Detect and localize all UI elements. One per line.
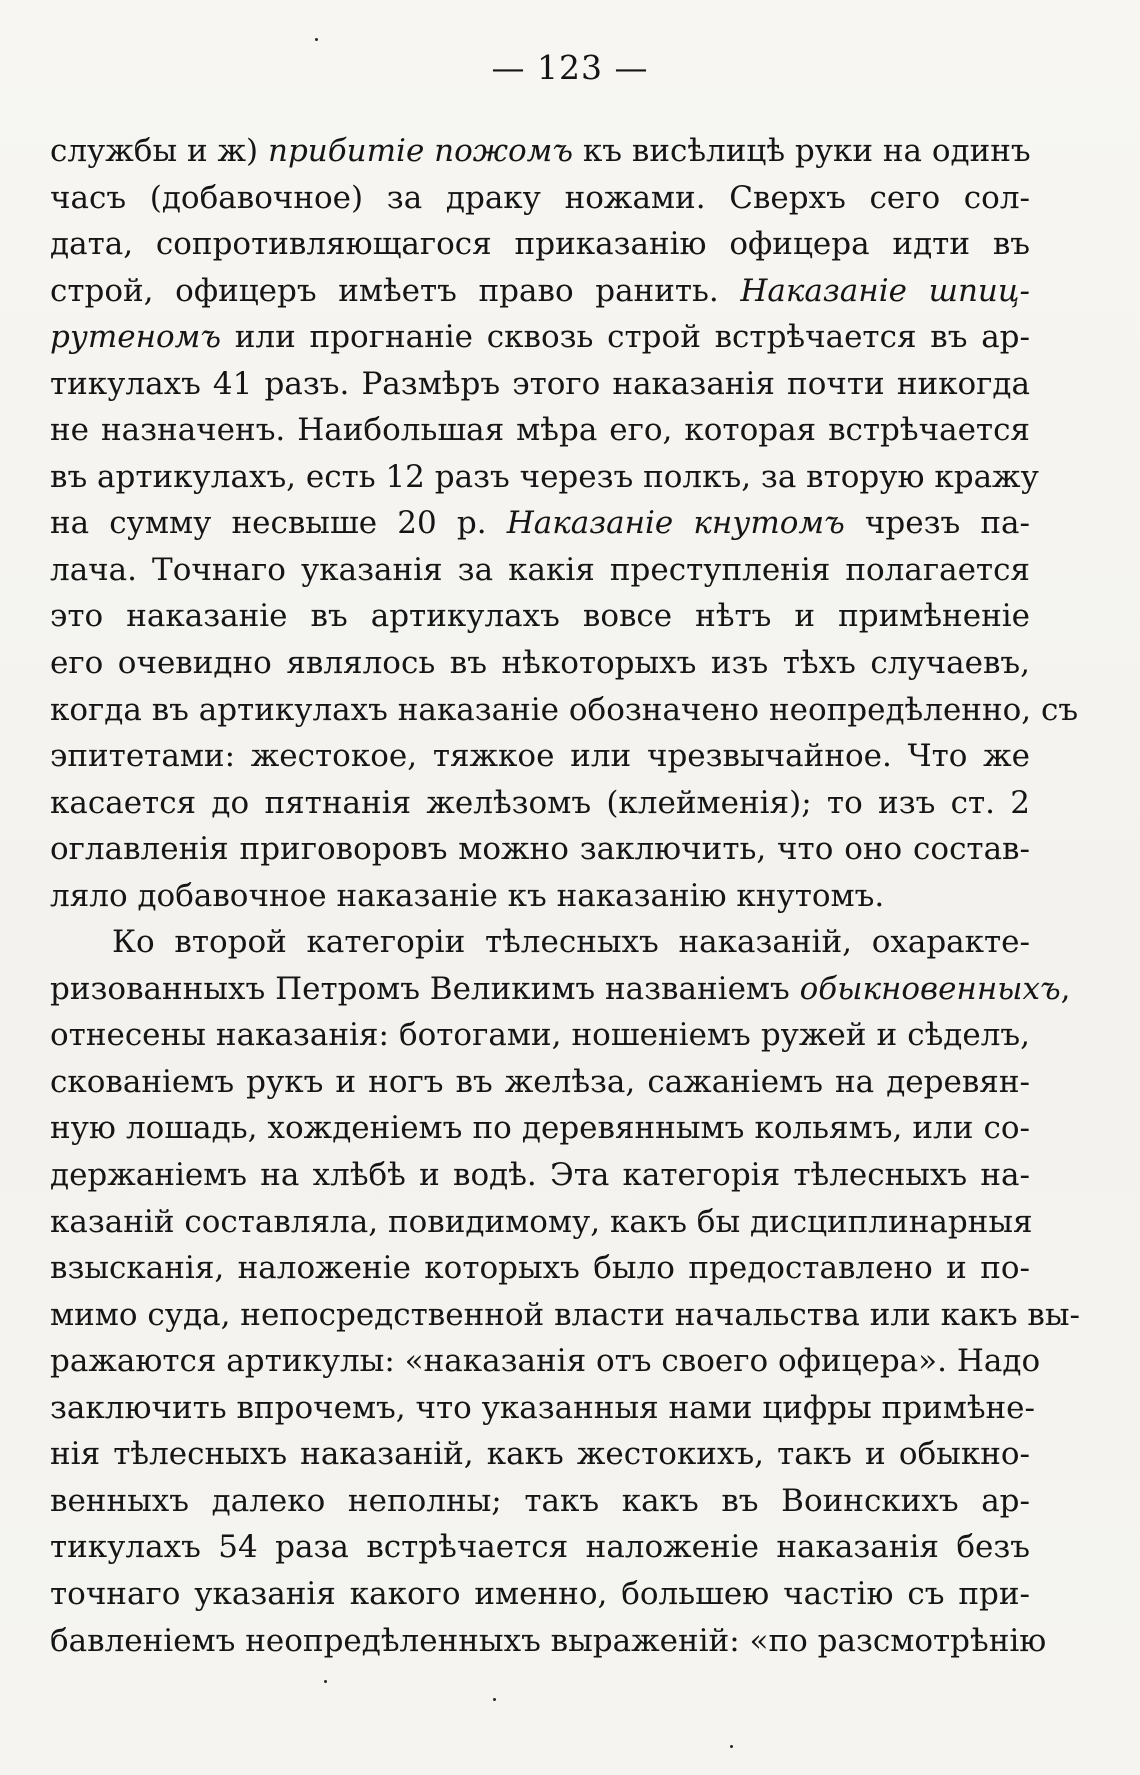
text-span: касается до пятнанія желѣзомъ (клейменія); то изъ ст. 2 bbox=[50, 784, 1030, 821]
text-line bbox=[50, 873, 1030, 920]
print-speck bbox=[324, 1680, 327, 1683]
text-line bbox=[50, 175, 1030, 222]
italic-text: рутеномъ bbox=[50, 319, 222, 356]
text-line bbox=[50, 966, 1071, 1013]
text-line bbox=[50, 780, 1030, 827]
text-span: взысканія, наложеніе которыхъ было предоставлено и по- bbox=[50, 1250, 1030, 1287]
text-span: часъ (добавочное) за драку ножами. Сверхъ сего сол- bbox=[50, 179, 1030, 216]
text-line bbox=[50, 1571, 1030, 1618]
text-span: оглавленія приговоровъ можно заключить, что оно состав- bbox=[50, 831, 1030, 868]
text-span: казаній составляла, повидимому, какъ бы дисциплинарныя bbox=[50, 1203, 1033, 1240]
text-span: когда въ артикулахъ наказаніе обозначено неопредѣленно, съ bbox=[50, 691, 1079, 728]
text-span: венныхъ далеко неполны; такъ какъ въ Воинскихъ ар- bbox=[50, 1482, 1030, 1519]
text-line bbox=[50, 1524, 1030, 1571]
text-span: или прогнаніе сквозь строй встрѣчается въ ар- bbox=[221, 319, 1030, 356]
print-speck bbox=[730, 1745, 733, 1748]
text-line bbox=[50, 1105, 1030, 1152]
text-span: его очевидно являлось въ нѣкоторыхъ изъ тѣхъ случаевъ, bbox=[50, 645, 1030, 682]
text-line bbox=[50, 1012, 1030, 1059]
body-text bbox=[50, 128, 1080, 1664]
text-span: , bbox=[1060, 970, 1071, 1007]
text-span: тикулахъ 54 раза встрѣчается наложеніе наказанія безъ bbox=[50, 1529, 1030, 1566]
text-span: заключить впрочемъ, что указанныя нами цифры примѣне- bbox=[50, 1389, 1036, 1426]
text-span: это наказаніе въ артикулахъ вовсе нѣтъ и примѣненіе bbox=[50, 598, 1030, 635]
text-span: скованіемъ рукъ и ногъ въ желѣза, сажаніемъ на деревян- bbox=[50, 1063, 1030, 1100]
text-line bbox=[50, 1385, 1036, 1432]
text-line bbox=[50, 919, 1030, 966]
text-span: на сумму несвыше 20 р. bbox=[50, 505, 507, 542]
text-span: къ висѣлицѣ руки на одинъ bbox=[573, 133, 1031, 169]
text-span: въ артикулахъ, есть 12 разъ черезъ полкъ, за вторую кражу bbox=[50, 458, 1039, 495]
text-span: нія тѣлесныхъ наказаній, какъ жестокихъ, такъ и обыкно- bbox=[50, 1436, 1030, 1473]
text-span: Ко второй категоріи тѣлесныхъ наказаній, охаракте- bbox=[112, 924, 1030, 961]
text-span: строй, офицеръ имѣетъ право ранить. bbox=[50, 272, 741, 309]
text-line bbox=[50, 687, 1079, 734]
print-speck bbox=[315, 38, 318, 41]
text-line bbox=[50, 1199, 1033, 1246]
text-line bbox=[50, 1245, 1030, 1292]
italic-text: прибитіе пожомъ bbox=[267, 133, 574, 169]
text-line bbox=[50, 221, 1030, 268]
text-span: чрезъ па- bbox=[844, 505, 1030, 542]
text-span: ную лошадь, хожденіемъ по деревяннымъ кольямъ, или со- bbox=[50, 1110, 1030, 1147]
text-line bbox=[50, 826, 1030, 873]
text-span: держаніемъ на хлѣбѣ и водѣ. Эта категорія тѣлесныхъ на- bbox=[50, 1157, 1030, 1194]
text-line bbox=[50, 1431, 1030, 1478]
text-line bbox=[50, 1338, 1041, 1385]
text-line bbox=[50, 314, 1030, 361]
text-span: лача. Точнаго указанія за какія преступленія полагается bbox=[50, 551, 1030, 588]
text-span: бавленіемъ неопредѣленныхъ выраженій: «по разсмотрѣнію bbox=[50, 1622, 1047, 1659]
text-span: тикулахъ 41 разъ. Размѣръ этого наказанія почти никогда bbox=[50, 365, 1030, 402]
text-line bbox=[50, 1292, 1080, 1339]
text-line bbox=[50, 500, 1030, 547]
text-line bbox=[50, 1152, 1030, 1199]
italic-text: обыкновенныхъ bbox=[799, 970, 1061, 1007]
text-span: ризованныхъ Петромъ Великимъ названіемъ bbox=[50, 970, 800, 1007]
text-span: ляло добавочное наказаніе къ наказанію кнутомъ. bbox=[50, 877, 885, 914]
text-line bbox=[50, 268, 1030, 315]
text-span: точнаго указанія какого именно, большею частію съ при- bbox=[50, 1575, 1030, 1612]
text-line bbox=[50, 407, 1030, 454]
text-line bbox=[50, 640, 1030, 687]
text-span: ражаются артикулы: «наказанія отъ своего офицера». Надо bbox=[50, 1343, 1041, 1380]
text-line bbox=[50, 128, 1030, 175]
text-line bbox=[50, 593, 1030, 640]
italic-text: Наказаніе кнутомъ bbox=[506, 505, 845, 542]
text-line bbox=[50, 361, 1030, 408]
print-speck bbox=[493, 1698, 496, 1701]
text-line bbox=[50, 454, 1039, 501]
text-span: эпитетами: жестокое, тяжкое или чрезвычайное. Что же bbox=[50, 738, 1030, 775]
text-line bbox=[50, 1618, 1047, 1665]
text-span: дата, сопротивляющагося приказанію офицера идти въ bbox=[50, 226, 1030, 263]
text-line bbox=[50, 1059, 1030, 1106]
text-span: службы и ж) bbox=[50, 133, 268, 169]
page-number: — 123 — bbox=[491, 48, 649, 87]
italic-text: Наказаніе шпиц- bbox=[740, 272, 1030, 309]
text-span: не назначенъ. Наибольшая мѣра его, которая встрѣчается bbox=[50, 412, 1030, 449]
text-line bbox=[50, 733, 1030, 780]
text-span: мимо суда, непосредственной власти начальства или какъ вы- bbox=[50, 1296, 1080, 1333]
text-line bbox=[50, 547, 1030, 594]
text-line bbox=[50, 1478, 1030, 1525]
text-span: отнесены наказанія: ботогами, ношеніемъ ружей и сѣделъ, bbox=[50, 1017, 1030, 1054]
